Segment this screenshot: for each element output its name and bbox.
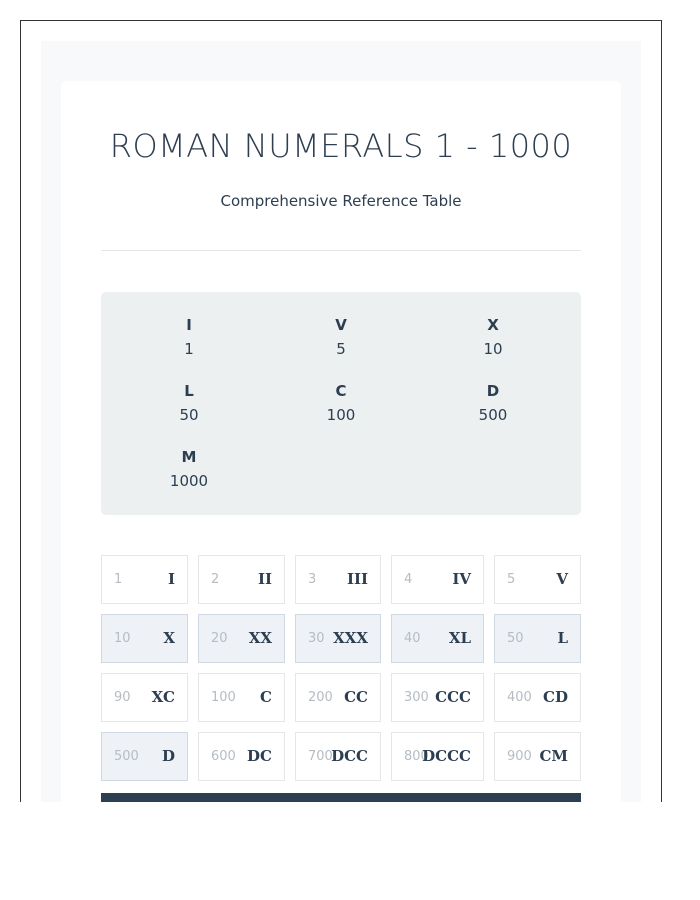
arabic-number: 600 xyxy=(211,749,236,764)
numeral-cell xyxy=(494,673,581,722)
numeral-cell xyxy=(295,555,381,604)
numeral-cell xyxy=(198,614,285,663)
legend-value: 500 xyxy=(478,406,508,424)
numeral-cell xyxy=(391,614,484,663)
numeral-cell xyxy=(101,614,188,663)
legend-symbol: X xyxy=(487,316,499,334)
legend-value: 50 xyxy=(179,406,199,424)
numeral-cell xyxy=(295,673,381,722)
roman-numeral: CC xyxy=(344,688,368,706)
legend-value: 1000 xyxy=(169,472,209,490)
roman-numeral: III xyxy=(346,570,368,588)
legend-symbol: D xyxy=(486,382,500,400)
arabic-number: 30 xyxy=(308,631,325,646)
reference-card xyxy=(61,81,621,802)
roman-numeral: XXX xyxy=(333,629,368,647)
legend-symbol: L xyxy=(184,382,194,400)
numeral-cell xyxy=(101,732,188,781)
arabic-number: 1 xyxy=(114,572,123,587)
numeral-cell xyxy=(391,673,484,722)
arabic-number: 3 xyxy=(308,572,317,587)
arabic-number: 50 xyxy=(507,631,524,646)
arabic-number: 10 xyxy=(114,631,131,646)
numeral-cell xyxy=(198,732,285,781)
legend-item xyxy=(113,382,265,424)
roman-numeral: X xyxy=(163,629,175,647)
roman-numeral: D xyxy=(161,747,175,765)
arabic-number: 40 xyxy=(404,631,421,646)
legend-value: 100 xyxy=(326,406,356,424)
arabic-number: 4 xyxy=(404,572,413,587)
roman-numeral: L xyxy=(557,629,568,647)
footer-bar xyxy=(101,793,581,802)
roman-numeral: DCCC xyxy=(422,747,471,765)
arabic-number: 200 xyxy=(308,690,333,705)
roman-numeral: CM xyxy=(539,747,568,765)
roman-numeral: IV xyxy=(452,570,471,588)
roman-numeral: XC xyxy=(151,688,175,706)
arabic-number: 90 xyxy=(114,690,131,705)
page-title: ROMAN NUMERALS 1 - 1000 xyxy=(109,127,573,165)
legend-item xyxy=(417,382,569,424)
roman-numeral: V xyxy=(556,570,568,588)
roman-numeral: I xyxy=(167,570,175,588)
page-subtitle: Comprehensive Reference Table xyxy=(220,192,462,210)
roman-numeral: XX xyxy=(248,629,272,647)
roman-numeral: DC xyxy=(247,747,272,765)
roman-numeral: C xyxy=(260,688,272,706)
numeral-cell xyxy=(101,555,188,604)
roman-numeral: CCC xyxy=(435,688,471,706)
symbol-legend xyxy=(101,292,581,515)
arabic-number: 700 xyxy=(308,749,333,764)
legend-value: 10 xyxy=(483,340,503,358)
arabic-number: 400 xyxy=(507,690,532,705)
roman-numeral: II xyxy=(257,570,272,588)
legend-value: 1 xyxy=(184,340,194,358)
arabic-number: 20 xyxy=(211,631,228,646)
legend-symbol: M xyxy=(181,448,197,466)
numeral-cell xyxy=(295,732,381,781)
legend-item xyxy=(265,382,417,424)
legend-item xyxy=(417,316,569,358)
numeral-cell xyxy=(391,732,484,781)
arabic-number: 300 xyxy=(404,690,429,705)
numeral-cell xyxy=(391,555,484,604)
legend-symbol: C xyxy=(335,382,347,400)
arabic-number: 900 xyxy=(507,749,532,764)
page-background xyxy=(41,41,641,802)
numeral-cell xyxy=(198,555,285,604)
numeral-cell xyxy=(494,732,581,781)
numeral-cell xyxy=(101,673,188,722)
arabic-number: 500 xyxy=(114,749,139,764)
arabic-number: 100 xyxy=(211,690,236,705)
header-divider xyxy=(101,250,581,251)
roman-numeral: CD xyxy=(543,688,568,706)
legend-item xyxy=(265,316,417,358)
numeral-cell xyxy=(494,614,581,663)
page-frame xyxy=(20,20,662,802)
legend-item xyxy=(113,316,265,358)
numeral-cell xyxy=(494,555,581,604)
roman-numeral: DCC xyxy=(331,747,368,765)
legend-value: 5 xyxy=(336,340,346,358)
numeral-cell xyxy=(295,614,381,663)
arabic-number: 5 xyxy=(507,572,516,587)
roman-numeral: XL xyxy=(448,629,471,647)
numeral-cell xyxy=(198,673,285,722)
arabic-number: 2 xyxy=(211,572,220,587)
arabic-number: 800 xyxy=(404,749,429,764)
legend-symbol: V xyxy=(335,316,347,334)
legend-item xyxy=(113,448,265,490)
legend-symbol: I xyxy=(186,316,192,334)
